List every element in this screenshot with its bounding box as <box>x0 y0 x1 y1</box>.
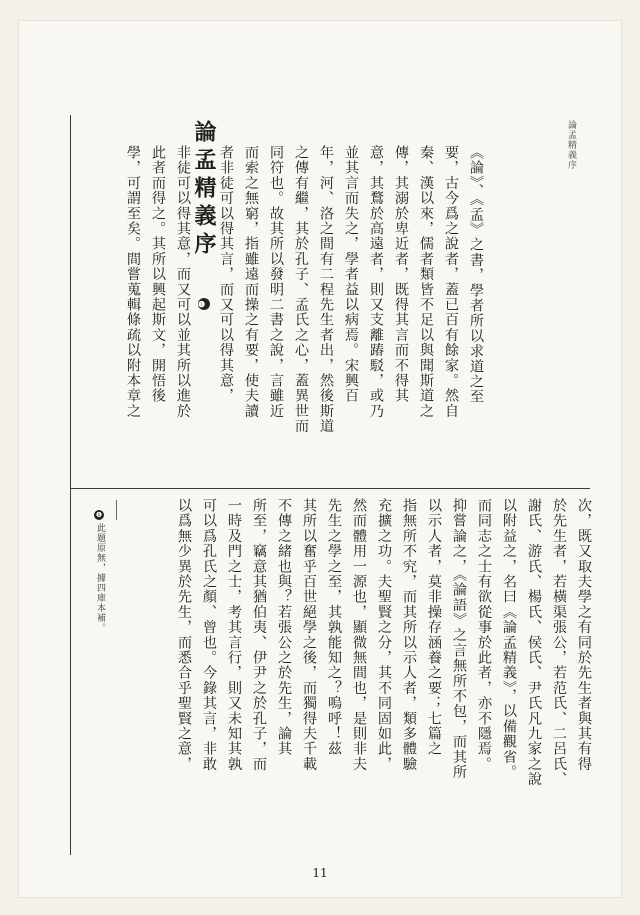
text-column: 所至，竊意其猶伯夷、伊尹之於孔子，而 <box>251 498 267 772</box>
text-column: 《論》、《孟》之書，學者所以求道之至 <box>468 145 484 405</box>
text-column: 不傳之緒也與？若張公之於先生，論其 <box>276 498 292 757</box>
text-column: 一時及門之士，考其言行，則又未知其孰 <box>226 498 242 772</box>
text-column: 先生之學之至，其孰能知之？嗚呼！茲 <box>326 498 342 757</box>
page-number: 11 <box>312 866 328 880</box>
text-column: 以附益之，名曰《論孟精義》，以備觀省。 <box>501 498 517 780</box>
page-title-text: 論孟精義序 <box>191 120 217 260</box>
text-column: 抑嘗論之，《論語》之言無所不包，而其所 <box>451 498 467 780</box>
footnote-text: 此題原無，據四庫本補。 <box>95 523 105 633</box>
running-header: 論孟精義序 <box>566 120 576 170</box>
text-column: 者非徒可以得其言，而又可以得其意， <box>218 145 234 404</box>
text-column: 以爲無少異於先生，而悉合乎聖賢之意， <box>176 498 192 772</box>
text-column: 此者而得之。其所以興起斯文，開悟後 <box>150 145 166 404</box>
text-column: 學，可謂至矣。間嘗蒐輯條疏以附本章之 <box>125 145 141 419</box>
text-column: 指無所不究，而其所以示人者，類多體驗 <box>401 498 417 772</box>
text-column: 可以爲孔氏之顏、曾也。今錄其言，非敢 <box>201 498 217 772</box>
footnote-marker: ❶ <box>95 511 103 519</box>
text-column: 以示人者，莫非操存涵養之要；七篇之 <box>426 498 442 757</box>
upper-stub-rule <box>116 500 117 520</box>
text-column: 要，古今爲之說者，蓋已百有餘家。然自 <box>443 145 459 419</box>
text-column: 年，河、洛之間有二程先生者出，然後斯道 <box>318 145 334 434</box>
text-column: 而同志之士有欲從事於此者，亦不隱焉。 <box>476 498 492 772</box>
text-column: 謝氏、游氏、楊氏、侯氏、尹氏凡九家之說 <box>526 498 542 787</box>
text-column: 傳，其溺於卑近者，既得其言而不得其 <box>393 145 409 404</box>
text-column: 之傳有繼，其於孔子、孟氏之心，蓋異世而 <box>293 145 309 434</box>
left-margin-rule <box>70 115 71 855</box>
text-column: 同符也。故其所以發明二書之說，言雖近 <box>268 145 284 419</box>
text-column: 次，既又取夫學之有同於先生者與其有得 <box>576 498 592 772</box>
text-column: 秦、漢以來，儒者類皆不足以與聞斯道之 <box>418 145 434 419</box>
section-divider-rule <box>70 488 590 489</box>
title-note-marker: ❶ <box>198 299 212 309</box>
text-column: 而索之無窮，指雖遠而操之有要，使夫讀 <box>243 145 259 419</box>
text-column: 於先生者，若橫渠張公，若范氏、二呂氏、 <box>551 498 567 787</box>
text-column: 並其言而失之，學者益以病焉。宋興百 <box>343 145 359 404</box>
text-column: 其所以奮乎百世絕學之後，而獨得夫千載 <box>301 498 317 772</box>
text-column: 充擴之功。夫聖賢之分，其不同固如此， <box>376 498 392 772</box>
text-column: 非徒可以得其意，而又可以並其所以進於 <box>175 145 191 419</box>
text-column: 意，其鶩於高遠者，則又支離踳駁，或乃 <box>368 145 384 419</box>
text-column: 然而體用一源也，顯微無間也，是則非夫 <box>351 498 367 772</box>
